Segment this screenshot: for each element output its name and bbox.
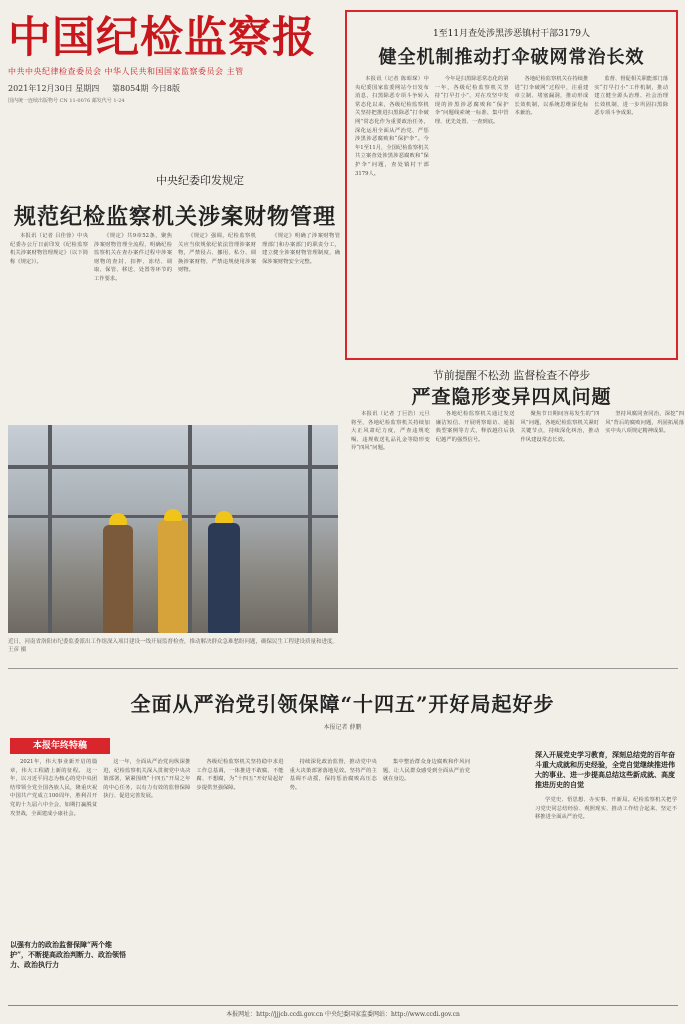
news-photo (8, 425, 338, 633)
story-column: 坚持风腐同查同治，深挖“四风”背后的腐败问题，巩固拓展落实中央八项规定精神成果。 (605, 411, 684, 435)
story3-body (345, 410, 685, 665)
photo-caption (8, 638, 338, 654)
masthead-sponsor: 中共中央纪律检查委员会 中华人民共和国国家监察委员会 主管 (8, 67, 244, 76)
year-end-badge: 本报年终特稿 (10, 738, 110, 754)
sidebar-article (535, 750, 677, 995)
story3-title: 严查隐形变异四风问题 (411, 386, 612, 408)
story-column: 集中整治群众身边腐败和作风问题，让人民群众感受到全面从严治党就在身边。 (382, 759, 471, 783)
section-divider (8, 668, 678, 669)
publication-code: 国内统一连续出版物号 CN 11-0076 邮发代号 1-24 (8, 98, 125, 104)
story4-byline: 本报记者 薛鹏 (323, 724, 362, 731)
issue-date: 2021年12月30日 (8, 84, 73, 93)
story-column: 持续深化政治监督，推动党中央重大决策部署落地见效。坚持严的主基调不动摇，保持惩治腐败高压态势。 (289, 759, 377, 791)
story-column: 监督、督促相关职能部门落实“打早打小”工作机制，推动建立健全源头治理、社会治理长效机制，进一步巩固扫黑除恶专项斗争成果。 (594, 76, 668, 117)
footer: 本报网址：http://jjjcb.ccdi.gov.cn 中央纪委国家监委网站：http://www.ccdi.gov.cn (8, 1005, 678, 1018)
story-column: 聚焦节日期间容易发生的“四风”问题，各地纪检监察机关紧盯关键节点，持续深化纠治，推动作风建设常态长效。 (520, 411, 600, 443)
issue-number: 第8054期 (111, 84, 149, 93)
story-column: 《规定》强调，纪检监察机关应当依规依纪依法管理涉案财物，严禁侵占、挪用、私分、调换涉案财物，严禁违规使用涉案财物。 (178, 233, 256, 274)
story-column: 这一年，全面从严治党向纵深推进，纪检监察机关深入贯彻党中央决策部署，紧紧围绕“十四五”开局之年的中心任务，以有力有效的监督保障执行、促进完善发展。 (103, 759, 191, 800)
story-paragraph: 这一年，以习近平同志为核心的党中央团结带领全党全国各族人民，隆重庆祝中国共产党成立100周年，胜利召开党的十九届六中全会，如期打赢脱贫攻坚战，全面建成小康社会。 (10, 767, 98, 817)
issue-pages: 今日8版 (150, 84, 180, 93)
story3-kicker: 节前提醒不松劲 监督检查不停步 (432, 369, 591, 382)
story-title: 健全机制推动打伞破网常治长效 (378, 47, 645, 68)
masthead (8, 12, 338, 104)
story-column: 各地纪检监察机关在持续推进“打伞破网”过程中，注重建章立制、堵塞漏洞，推动形成长效机制，以系统思维深化标本兼治。 (514, 76, 589, 117)
sidebar-heading: 深入开展党史学习教育，深刻总结党的百年奋斗重大成就和历史经验，全党自觉继续推进伟大的事业、进一步提高总结这些新成就、高度推进历史的自觉 (535, 750, 675, 789)
story-column: 本报讯（记者 陈昭琛）中央纪委国家监委网站今日发布消息，扫黑除恶专项斗争转入常态化以来，各级纪检监察机关坚持把推进扫黑除恶“打伞破网”常态化作为重要政治任务，深化运用全面从严治党、严惩涉黑涉恶腐败和“保护伞”。今年1至11月，全国纪检监察机关共立案查处涉黑涉恶腐败和“保护伞”问题，查处镇村干部3179人。 (355, 76, 429, 177)
sidebar-body: 学党史、悟思想、办实事、开新局。纪检监察机关把学习党史同总结经验、观照现实、推动工作结合起来，坚定不移推进全面从严治党。 (535, 797, 677, 821)
story-column: 本报讯（记者 丁巨浩）元旦将至，各地纪检监察机关持续加大正风肃纪力度，严查违规吃喝、违规收送礼品礼金等隐形变异“四风”问题。 (351, 411, 430, 452)
photo-credit: 王彦 摄 (8, 647, 27, 653)
story-paragraph: 2021年，伟大事业新开启的篇章，伟大工程踏上新的征程。 (10, 759, 98, 774)
masthead-title: 中国纪检监察报 (8, 13, 316, 63)
top-right-story (345, 10, 678, 360)
subhead: 以强有力的政治监督保障“两个维护”，不断提高政治判断力、政治领悟力、政治执行力 (10, 940, 127, 969)
story-column: 各级纪检监察机关坚持稳中求进工作总基调，一体推进不敢腐、不能腐、不想腐，为“十四五”开好局起好步提供坚强保障。 (196, 759, 284, 791)
caption-text: 近日，河南省洛阳市纪委监委派出工作组深入项目建设一线开展监督检查，推动解决群众急难愁盼问题，确保民生工程建设质量和进度。 (8, 639, 339, 645)
story-column: 《规定》明确了涉案财物管理部门和办案部门的职责分工，建立健全涉案财物管理制度，确保涉案财物安全完整。 (262, 233, 340, 265)
story2-kicker: 中央纪委印发规定 (156, 174, 244, 187)
story2-body (10, 232, 340, 412)
story-column: 今年是扫黑除恶常态化的第一年，各级纪检监察机关坚持“打早打小”，对在攻坚中发现的涉黑涉恶腐败和“保护伞”问题线索统一标准、集中管理、优先处置、一查到底。 (434, 76, 509, 125)
story-column: 各地纪检监察机关通过发送廉洁短信、开展明察暗访、通报典型案例等方式，释放越往后执纪越严的强烈信号。 (435, 411, 515, 443)
story2-title: 规范纪检监察机关涉案财物管理 (13, 204, 336, 230)
story-kicker: 1至11月查处涉黑涉恶镇村干部3179人 (432, 29, 591, 39)
issue-weekday: 星期四 (75, 84, 100, 93)
story4-title: 全面从严治党引领保障“十四五”开好局起好步 (130, 692, 555, 716)
issue-info (8, 83, 338, 94)
story-column: 本报讯（记者 吕佳蓉）中央纪委办公厅日前印发《纪检监察机关涉案财物管理规定》（以下简称《规定》）。 (10, 233, 88, 265)
story-column: 《规定》共9章52条，聚焦涉案财物管理全流程，明确纪检监察机关在查办案件过程中涉案财物的查封、扣押、冻结、调取、保管、移送、处置等环节的工作要求。 (94, 233, 172, 282)
